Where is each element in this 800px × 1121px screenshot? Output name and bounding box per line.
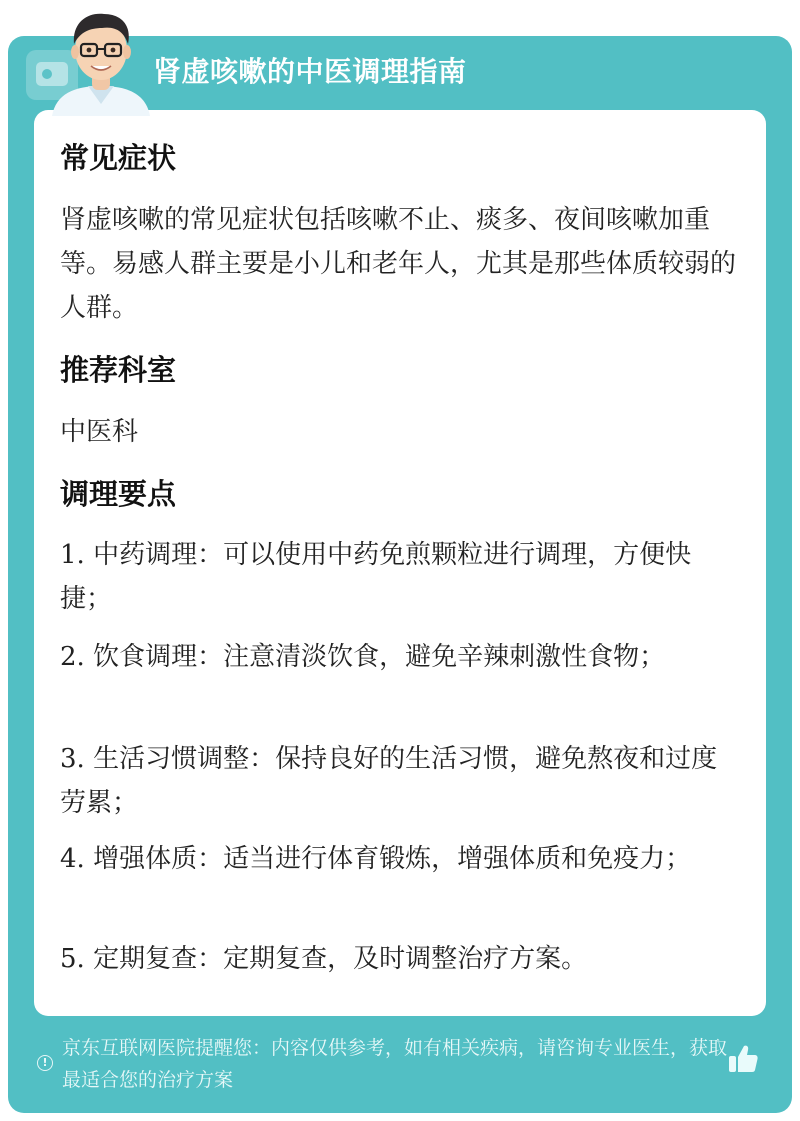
list-item-number: 1.	[60, 540, 85, 570]
list-item-text: 生活习惯调整：保持良好的生活习惯，避免熬夜和过度劳累；	[60, 744, 718, 818]
list-item-number: 3.	[60, 744, 85, 774]
content-card	[34, 110, 766, 1016]
list-item	[60, 737, 740, 825]
department-text: 中医科	[60, 417, 139, 447]
list-item	[60, 635, 740, 679]
list-item	[60, 533, 740, 621]
list-item	[60, 937, 740, 981]
doctor-avatar-icon	[46, 4, 156, 116]
symptoms-title: 常见症状	[60, 141, 177, 175]
footer-notice	[8, 1030, 792, 1100]
list-item-text: 定期复查：定期复查，及时调整治疗方案。	[93, 944, 588, 974]
list-item-text: 增强体质：适当进行体育锻炼，增强体质和免疫力；	[93, 844, 692, 874]
footer-notice-text: 京东互联网医院提醒您：内容仅供参考，如有相关疾病，请咨询专业医生，获取最适合您的治疗方案	[62, 1037, 728, 1091]
thumbs-up-icon[interactable]	[726, 1042, 760, 1076]
list-item	[60, 837, 740, 881]
page-title: 肾虚咳嗽的中医调理指南	[153, 55, 467, 88]
list-item-number: 2.	[60, 642, 85, 672]
info-icon: !	[37, 1055, 53, 1071]
list-item-text: 中药调理：可以使用中药免煎颗粒进行调理，方便快捷；	[60, 540, 692, 614]
list-item-number: 5.	[60, 944, 85, 974]
list-item-text: 饮食调理：注意清淡饮食，避免辛辣刺激性食物；	[93, 642, 666, 672]
department-title: 推荐科室	[60, 353, 177, 387]
tips-title: 调理要点	[60, 477, 177, 511]
list-item-number: 4.	[60, 844, 85, 874]
symptoms-text: 肾虚咳嗽的常见症状包括咳嗽不止、痰多、夜间咳嗽加重等。易感人群主要是小儿和老年人，尤其是那些体质较弱的人群。	[60, 205, 737, 323]
